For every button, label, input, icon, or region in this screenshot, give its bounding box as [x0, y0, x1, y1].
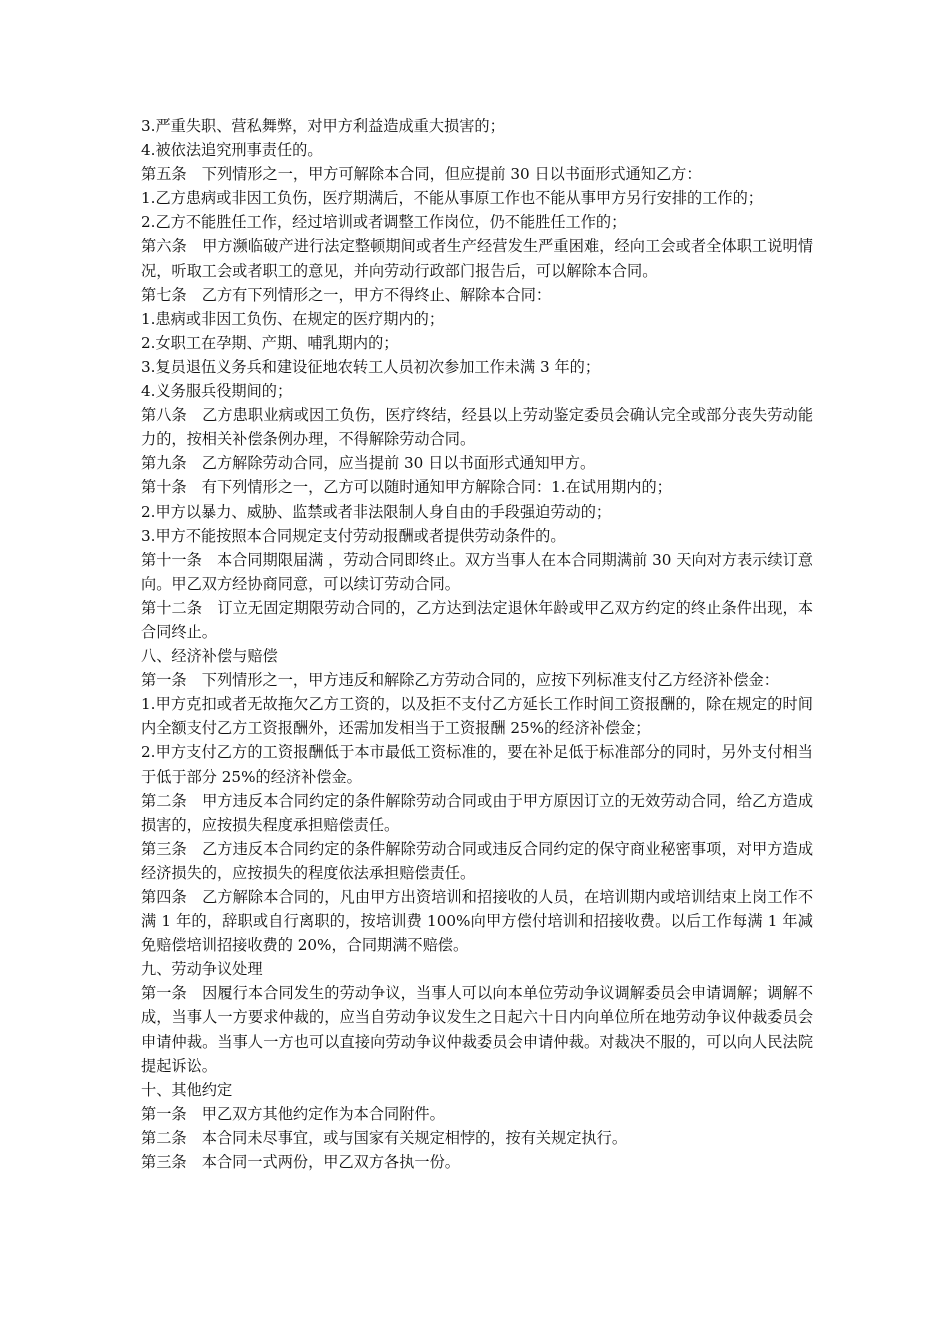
article-heading: 第十条 有下列情形之一，乙方可以随时通知甲方解除合同：1.在试用期内的； [141, 478, 672, 497]
article-heading: 第六条 甲方濒临破产进行法定整顿期间或者生产经营发生严重困难，经向工会或者全体职工说明情况，听取工会或者职工的意见，并向劳动行政部门报告后，可以解除本合同。 [141, 237, 813, 280]
article-heading: 第三条 本合同一式两份，甲乙双方各执一份。 [141, 1153, 460, 1172]
clause-line: 1.乙方患病或非因工负伤，医疗期满后，不能从事原工作也不能从事甲方另行安排的工作的； [141, 189, 763, 208]
article-heading: 第十一条 本合同期限届满 ，劳动合同即终止。双方当事人在本合同期满前 30 天向对方表示续订意向。甲乙双方经协商同意，可以续订劳动合同。 [141, 550, 813, 593]
article-heading: 第八条 乙方患职业病或因工负伤，医疗终结，经县以上劳动鉴定委员会确认完全或部分丧失劳动能力的，按相关补偿条例办理，不得解除劳动合同。 [141, 406, 813, 449]
document-page [141, 114, 813, 1174]
clause-line: 4.义务服兵役期间的； [141, 382, 293, 401]
clause-line: 1.甲方克扣或者无故拖欠乙方工资的，以及拒不支付乙方延长工作时间工资报酬的，除在规定的时间内全额支付乙方工资报酬外，还需加发相当于工资报酬 25%的经济补偿金； [141, 695, 813, 738]
article-heading: 第一条 甲乙双方其他约定作为本合同附件。 [141, 1104, 445, 1123]
clause-line: 3.严重失职、营私舞弊，对甲方利益造成重大损害的； [141, 117, 505, 135]
section-heading: 十、其他约定 [141, 1080, 233, 1099]
section-heading: 九、劳动争议处理 [141, 960, 263, 979]
article-heading: 第七条 乙方有下列情形之一，甲方不得终止、解除本合同： [141, 285, 552, 304]
article-heading: 第二条 甲方违反本合同约定的条件解除劳动合同或由于甲方原因订立的无效劳动合同，给乙方造成损害的，应按损失程度承担赔偿责任。 [141, 791, 813, 834]
article-heading: 第四条 乙方解除本合同的，凡由甲方出资培训和招接收的人员，在培训期内或培训结束上岗工作不满 1 年的，辞职或自行离职的，按培训费 100%向甲方偿付培训和招接收费。以后工作每满 1 年减免赔偿培训招接收费的 20%，合同期满不赔偿。 [141, 888, 813, 955]
section-heading: 八、经济补偿与赔偿 [141, 647, 278, 666]
clause-line: 4.被依法追究刑事责任的。 [141, 141, 323, 160]
article-heading: 第一条 下列情形之一，甲方违反和解除乙方劳动合同的，应按下列标准支付乙方经济补偿金： [141, 671, 779, 690]
clause-line: 2.女职工在孕期、产期、哺乳期内的； [141, 333, 399, 352]
clause-line: 2.乙方不能胜任工作，经过培训或者调整工作岗位，仍不能胜任工作的； [141, 213, 627, 232]
article-heading: 第十二条 订立无固定期限劳动合同的，乙方达到法定退休年龄或甲乙双方约定的终止条件出现，本合同终止。 [141, 598, 813, 641]
clause-line: 3.甲方不能按照本合同规定支付劳动报酬或者提供劳动条件的。 [141, 526, 566, 545]
clause-line: 2.甲方以暴力、威胁、监禁或者非法限制人身自由的手段强迫劳动的； [141, 502, 612, 521]
article-heading: 第九条 乙方解除劳动合同，应当提前 30 日以书面形式通知甲方。 [141, 454, 596, 473]
article-heading: 第一条 因履行本合同发生的劳动争议，当事人可以向本单位劳动争议调解委员会申请调解；调解不成，当事人一方要求仲裁的，应当自劳动争议发生之日起六十日内向单位所在地劳动争议仲裁委员会申请仲裁。当事人一方也可以直接向劳动争议仲裁委员会申请仲裁。对裁决不服的，可以向人民法院提起诉讼。 [141, 984, 813, 1075]
article-heading: 第三条 乙方违反本合同约定的条件解除劳动合同或违反合同约定的保守商业秘密事项，对甲方造成经济损失的，应按损失的程度依法承担赔偿责任。 [141, 839, 813, 882]
clause-line: 3.复员退伍义务兵和建设征地农转工人员初次参加工作未满 3 年的； [141, 357, 601, 376]
article-heading: 第五条 下列情形之一，甲方可解除本合同，但应提前 30 日以书面形式通知乙方： [141, 165, 702, 184]
clause-line: 2.甲方支付乙方的工资报酬低于本市最低工资标准的，要在补足低于标准部分的同时，另外支付相当于低于部分 25%的经济补偿金。 [141, 743, 813, 786]
clause-line: 1.患病或非因工负伤、在规定的医疗期内的； [141, 309, 445, 328]
article-heading: 第二条 本合同未尽事宜，或与国家有关规定相悖的，按有关规定执行。 [141, 1128, 627, 1147]
